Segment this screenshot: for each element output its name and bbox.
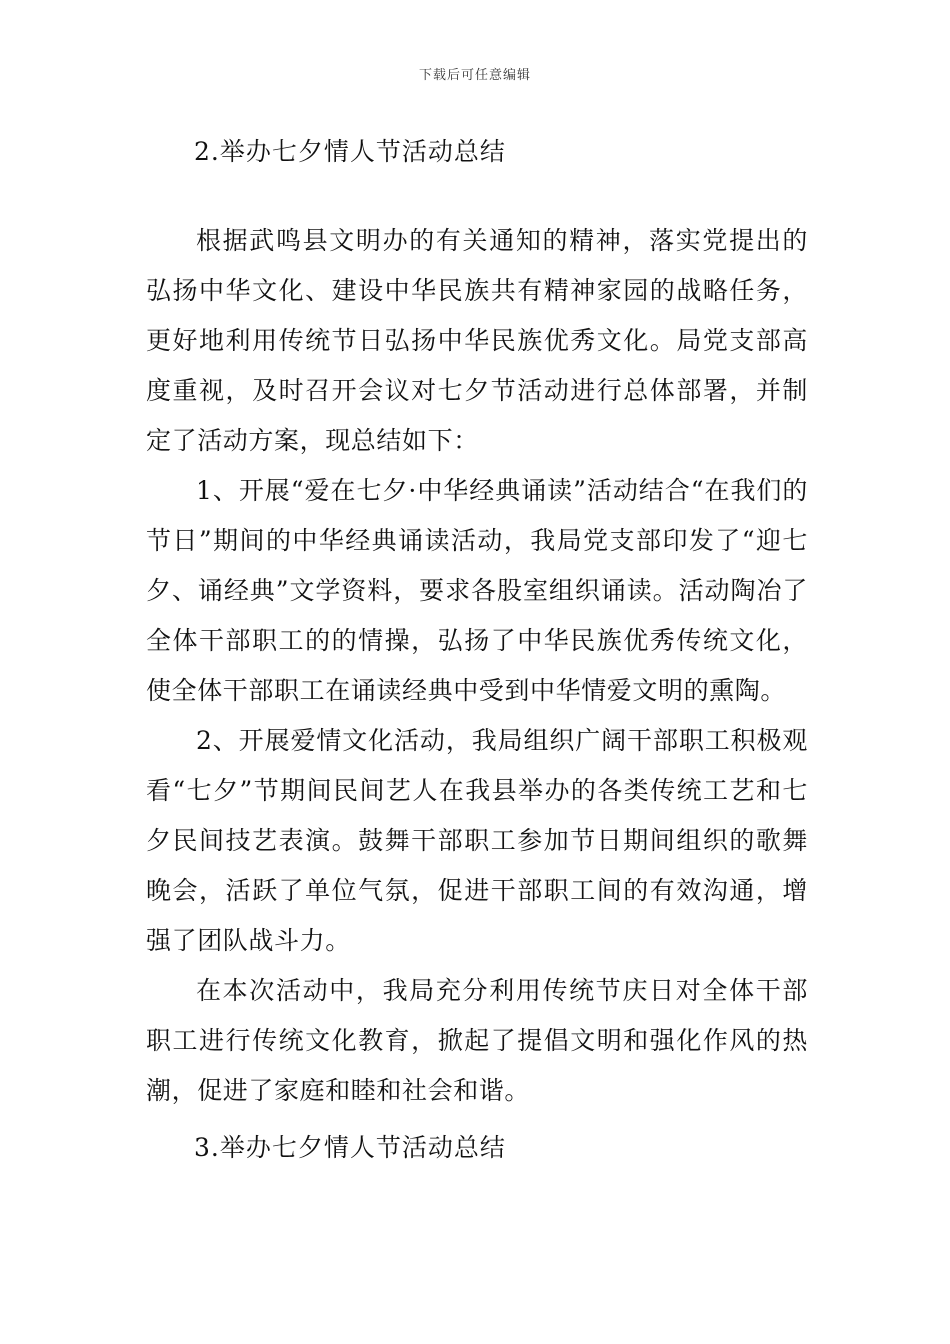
next-section-title: 3.举办七夕情人节活动总结 [194,1133,506,1162]
header-note: 下载后可任意编辑 [418,68,531,83]
document-title: 2.举办七夕情人节活动总结 [194,137,506,166]
paragraph-item-1: 1、开展“爱在七夕·中华经典诵读”活动结合“在我们的节日”期间的中华经典诵读活动，我局党支部印发了“迎七夕、诵经典”文学资料，要求各股室组织诵读。活动陶冶了全体干部职工的的情操，弘扬了中华民族优秀传统文化，使全体干部职工在诵读经典中受到中华情爱文明的熏陶。 [146,476,808,705]
paragraph-intro: 根据武鸣县文明办的有关通知的精神，落实党提出的弘扬中华文化、建设中华民族共有精神家园的战略任务，更好地利用传统节日弘扬中华民族优秀文化。局党支部高度重视，及时召开会议对七夕节活动进行总体部署，并制定了活动方案，现总结如下： [146,226,808,455]
paragraph-conclusion: 在本次活动中，我局充分利用传统节庆日对全体干部职工进行传统文化教育，掀起了提倡文明和强化作风的热潮，促进了家庭和睦和社会和谐。 [146,976,808,1105]
document-body [146,130,808,1170]
paragraph-item-2: 2、开展爱情文化活动，我局组织广阔干部职工积极观看“七夕”节期间民间艺人在我县举办的各类传统工艺和七夕民间技艺表演。鼓舞干部职工参加节日期间组织的歌舞晚会，活跃了单位气氛，促进干部职工间的有效沟通，增强了团队战斗力。 [146,726,808,955]
